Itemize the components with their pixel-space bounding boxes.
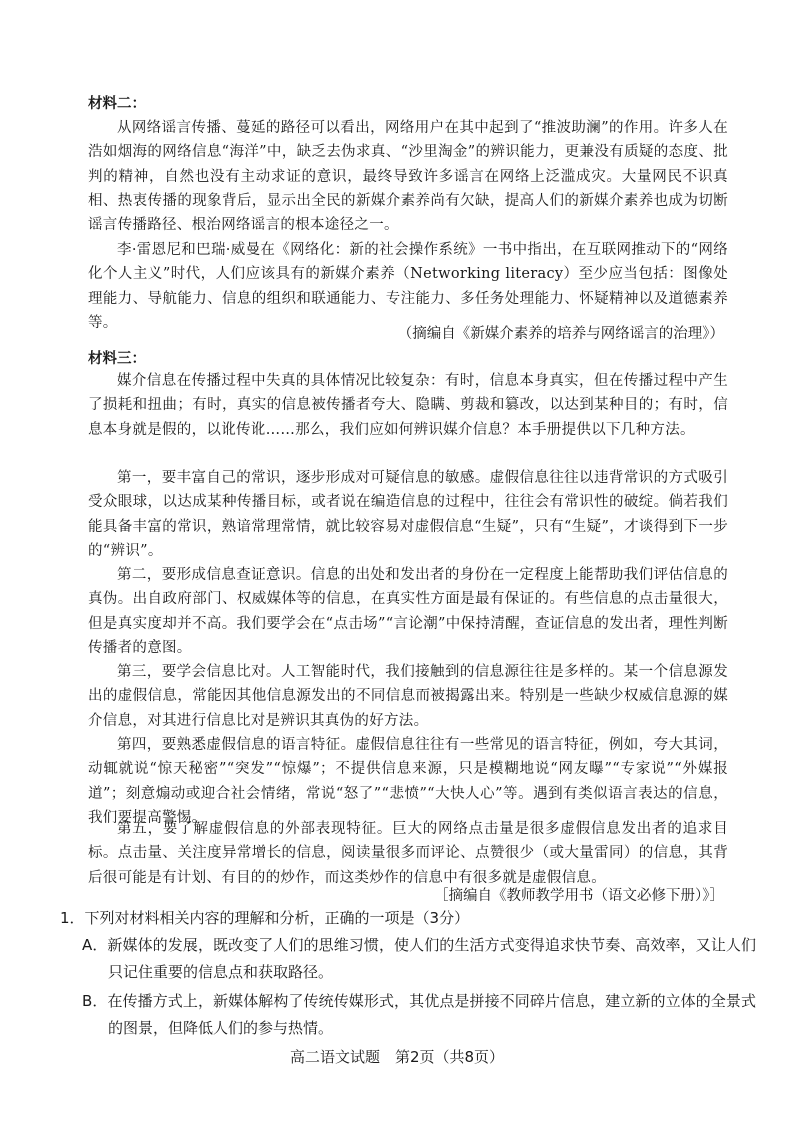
material3-heading: 材料三： [88,350,146,367]
material2-paragraph-2: 李·雷恩尼和巴瑞·威曼在《网络化：新的社会操作系统》一书中指出，在互联网推动下的“网络化个人主义”时代，人们应该具有的新媒介素养（Networking literacy）至少应当包括：图像处理能力、导航能力、信息的组织和联通能力、专注能力、多任务处理能力、怀疑精神以及道德素养等。 [88,242,728,331]
question-1-option-b: B．在传播方式上，新媒体解构了传统传媒形式，其优点是拼接不同碎片信息，建立新的立体的全景式的图景，但降低人们的参与热情。 [82,992,756,1037]
material3-paragraph-4: 第三，要学会信息比对。人工智能时代，我们接触到的信息源往往是多样的。某一个信息源发出的虚假信息，常能因其他信息源发出的不同信息而被揭露出来。特别是一些缺少权威信息源的媒介信息，对其进行信息比对是辨识其真伪的好方法。 [88,664,728,729]
question-1-stem: 1．下列对材料相关内容的理解和分析，正确的一项是（3分） [60,909,470,927]
material3-paragraph-2: 第一，要丰富自己的常识，逐步形成对可疑信息的敏感。虚假信息往往以违背常识的方式吸引受众眼球，以达成某种传播目标，或者说在编造信息的过程中，往往会有常识性的破绽。倘若我们能具备丰富的常识，熟谙常理常情，就比较容易对虚假信息“生疑”，只有“生疑”，才谈得到下一步的“辨识”。 [88,470,728,559]
page-footer: 高二语文试题 第2页（共8页） [289,1048,505,1066]
material2-source: （摘编自《新媒介素养的培养与网络谣言的治理》） [397,326,724,342]
question-1-option-a: A．新媒体的发展，既改变了人们的思维习惯，使人们的生活方式变得追求快节奏、高效率，又让人们只记住重要的信息点和获取路径。 [82,936,756,981]
material2-paragraph-1: 从网络谣言传播、蔓延的路径可以看出，网络用户在其中起到了“推波助澜”的作用。许多人在浩如烟海的网络信息“海洋”中，缺乏去伪求真、“沙里淘金”的辨识能力，更兼没有质疑的态度、批判的精神，自然也没有主动求证的意识，最终导致许多谣言在网络上泛滥成灾。大量网民不识真相、热衷传播的现象背后，显示出全民的新媒介素养尚有欠缺，提高人们的新媒介素养也成为切断谣言传播路径、根治网络谣言的根本途径之一。 [88,120,728,234]
material3-paragraph-5: 第四，要熟悉虚假信息的语言特征。虚假信息往往有一些常见的语言特征，例如，夸大其词，动辄就说“惊天秘密”“突发”“惊爆”；不提供信息来源，只是模糊地说“网友曝”“专家说”“外媒报道”；刻意煽动或迎合社会情绪，常说“怒了”“悲愤”“大快人心”等。遇到有类似语言表达的信息，我们要提高警惕。 [88,737,728,826]
material3-paragraph-6: 第五，要了解虚假信息的外部表现特征。巨大的网络点击量是很多虚假信息发出者的追求目标。点击量、关注度异常增长的信息，阅读量很多而评论、点赞很少（或大量雷同）的信息，其背后很可能是有计划、有目的的炒作，而这类炒作的信息中有很多就是虚假信息。 [88,821,728,886]
material3-paragraph-1: 媒介信息在传播过程中失真的具体情况比较复杂：有时，信息本身真实，但在传播过程中产生了损耗和扭曲；有时，真实的信息被传播者夸大、隐瞒、剪裁和篡改，以达到某种目的；有时，信息本身就是假的，以讹传讹……那么，我们应如何辨识媒介信息？本手册提供以下几种方法。 [88,373,728,438]
material3-source: ［摘编自《教师教学用书（语文必修下册）》］ [434,888,724,904]
material3-paragraph-3: 第二，要形成信息查证意识。信息的出处和发出者的身份在一定程度上能帮助我们评估信息的真伪。出自政府部门、权威媒体等的信息，在真实性方面是最有保证的。有些信息的点击量很大，但是真实度却并不高。我们要学会在“点击场”“言论潮”中保持清醒，查证信息的发出者，理性判断传播者的意图。 [88,567,728,656]
material2-heading: 材料二： [88,95,146,112]
